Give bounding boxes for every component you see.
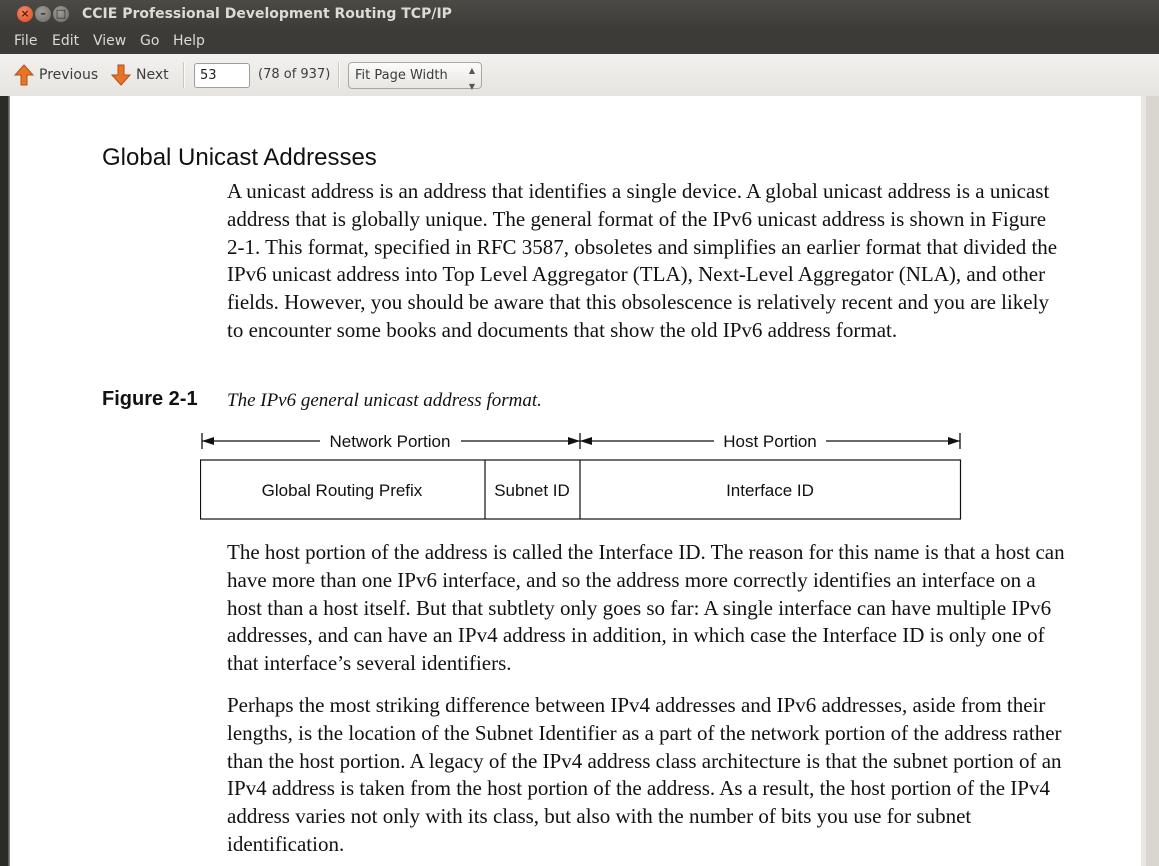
next-button[interactable] bbox=[111, 63, 169, 87]
field-interface-id: Interface ID bbox=[726, 481, 814, 500]
address-format-diagram bbox=[200, 430, 970, 526]
maximize-icon[interactable]: □ bbox=[53, 6, 69, 22]
arrow-up-icon bbox=[14, 64, 34, 86]
minimize-icon[interactable]: – bbox=[35, 6, 51, 22]
window-title: CCIE Professional Development Routing TCP/IP bbox=[82, 6, 452, 22]
field-subnet-id: Subnet ID bbox=[494, 481, 570, 500]
spin-arrows-icon: ▲ ▼ bbox=[468, 66, 475, 91]
paragraph-3: Perhaps the most striking difference between IPv4 addresses and IPv6 addresses, aside from their lengths, is the location of the Subnet Identifier as a part of the network portion of the address rather than the host portion. A legacy of the IPv4 address class architecture is that the subnet portion of an IPv4 address is taken from the host portion of the address. As a result, the host portion of the IPv4 address varies not only with its class, but also with the number of bits you use for subnet identification. bbox=[227, 693, 1062, 856]
menu-help[interactable]: Help bbox=[173, 33, 205, 49]
network-portion-label: Network Portion bbox=[329, 432, 451, 451]
menu-edit[interactable]: Edit bbox=[52, 33, 80, 49]
paragraph-1: A unicast address is an address that identifies a single device. A global unicast address is a unicast address that is globally unique. The general format of the IPv6 unicast address is shown in Figure 2-1. This format, specified in RFC 3587, obsoletes and simplifies an earlier format that divided the IPv6 unicast address into Top Level Aggregator (TLA), Next-Level Aggregator (NLA), and other fields. However, you should be aware that this obsolescence is relatively recent and you are likely to encounter some books and documents that show the old IPv6 address format. bbox=[227, 179, 1058, 342]
document-page bbox=[9, 96, 1145, 866]
page-number-input[interactable] bbox=[194, 63, 250, 88]
arrow-down-icon bbox=[111, 64, 131, 86]
paragraph-2: The host portion of the address is called the Interface ID. The reason for this name is that a host can have more than one IPv6 interface, and so the address more correctly identifies an interface on a host than a host itself. But that subtlety only goes so far: A single interface can have multiple IPv6 addresses, and can have an IPv4 address in addition, in which case the Interface ID is only one of that interface’s several identifiers. bbox=[227, 540, 1065, 676]
menu-view[interactable]: View bbox=[93, 33, 127, 49]
host-portion-label: Host Portion bbox=[723, 432, 817, 451]
figure-caption: The IPv6 general unicast address format. bbox=[227, 390, 542, 411]
toolbar bbox=[0, 54, 1159, 97]
page-count: (78 of 937) bbox=[258, 67, 331, 82]
previous-label: Previous bbox=[39, 67, 99, 83]
zoom-value: Fit Page Width bbox=[355, 68, 448, 83]
menu-go[interactable]: Go bbox=[140, 33, 160, 49]
zoom-select[interactable] bbox=[348, 62, 482, 89]
menu-file[interactable]: File bbox=[14, 33, 38, 49]
menu-bar bbox=[0, 30, 1159, 54]
title-bar bbox=[0, 0, 1159, 30]
field-global-routing-prefix: Global Routing Prefix bbox=[261, 481, 423, 500]
previous-button[interactable] bbox=[14, 63, 98, 87]
figure-label: Figure 2-1 bbox=[102, 388, 198, 410]
section-heading: Global Unicast Addresses bbox=[102, 144, 377, 171]
right-border bbox=[1146, 96, 1159, 866]
next-label: Next bbox=[136, 67, 169, 83]
document-viewport[interactable] bbox=[0, 96, 1159, 866]
toolbar-separator bbox=[183, 62, 185, 88]
left-border bbox=[0, 96, 8, 866]
close-icon[interactable]: × bbox=[17, 6, 33, 22]
toolbar-separator bbox=[338, 62, 340, 88]
